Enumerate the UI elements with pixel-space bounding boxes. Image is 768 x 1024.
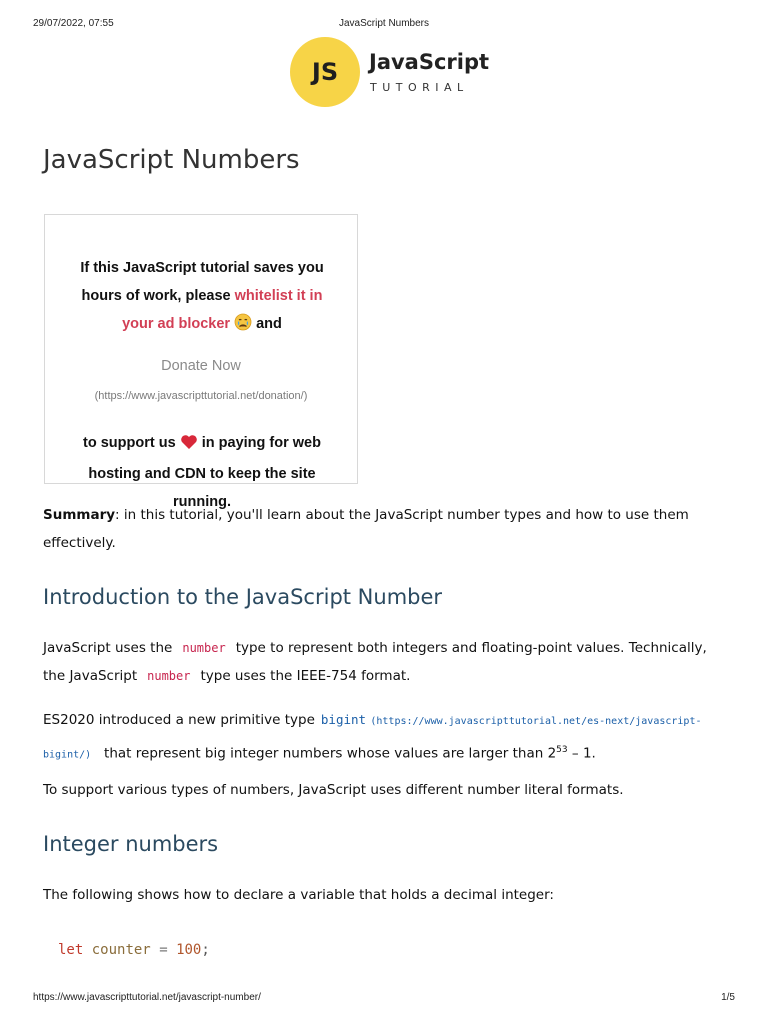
logo-name: JavaScript bbox=[369, 50, 490, 74]
intro-paragraph-3: To support various types of numbers, JavaScript uses different number literal formats. bbox=[43, 782, 624, 798]
inline-code-number: number bbox=[182, 641, 226, 655]
summary-label: Summary bbox=[43, 507, 116, 523]
print-title: JavaScript Numbers bbox=[338, 18, 430, 29]
logo-mark: JS bbox=[290, 37, 360, 107]
page-title: JavaScript Numbers bbox=[43, 145, 300, 175]
exponent: 53 bbox=[556, 745, 568, 755]
print-footer bbox=[0, 992, 768, 1006]
inline-code-number: number bbox=[147, 669, 191, 683]
bigint-link[interactable]: bigint bbox=[320, 712, 367, 727]
whitelist-link[interactable]: whitelist it in your ad blocker bbox=[122, 288, 323, 332]
summary-paragraph: Summary: in this tutorial, you'll learn about the JavaScript number types and how to use them effectively. bbox=[43, 507, 689, 551]
heart-icon bbox=[180, 432, 198, 460]
print-header bbox=[0, 18, 768, 32]
section-heading-integer-numbers: Integer numbers bbox=[43, 832, 219, 856]
code-block: let counter = 100; bbox=[58, 942, 210, 958]
intro-paragraph-1: JavaScript uses the number type to represent both integers and floating-point values. Technically, the JavaScript number type uses the IEEE-754 format. bbox=[43, 640, 707, 684]
print-url: https://www.javascripttutorial.net/javascript-number/ bbox=[33, 992, 261, 1003]
logo-subtitle: TUTORIAL bbox=[370, 81, 469, 94]
ad-support-message: to support us in paying for web hosting and CDN to keep the site running. bbox=[74, 429, 330, 516]
print-datetime: 29/07/2022, 07:55 bbox=[33, 18, 114, 29]
print-page-number: 1/5 bbox=[721, 992, 735, 1003]
crying-face-icon bbox=[234, 313, 252, 341]
ad-message: If this JavaScript tutorial saves you hours of work, please whitelist it in your ad blocker and bbox=[74, 254, 330, 341]
bigint-url[interactable]: (https://www.javascripttutorial.net/es-next/javascript-bigint/) bbox=[43, 716, 702, 761]
donate-now-link[interactable]: Donate Now bbox=[161, 358, 241, 374]
intro-paragraph-2: ES2020 introduced a new primitive type bigint (https://www.javascripttutorial.net/es-next/javascript-bigint/) that represent big integer numbers whose values are larger than $2^{53} - 1$. bbox=[43, 712, 702, 762]
donate-url: (https://www.javascripttutorial.net/donation/) bbox=[94, 390, 308, 402]
integer-paragraph-1: The following shows how to declare a variable that holds a decimal integer: bbox=[43, 887, 554, 903]
section-heading-introduction: Introduction to the JavaScript Number bbox=[43, 585, 443, 609]
